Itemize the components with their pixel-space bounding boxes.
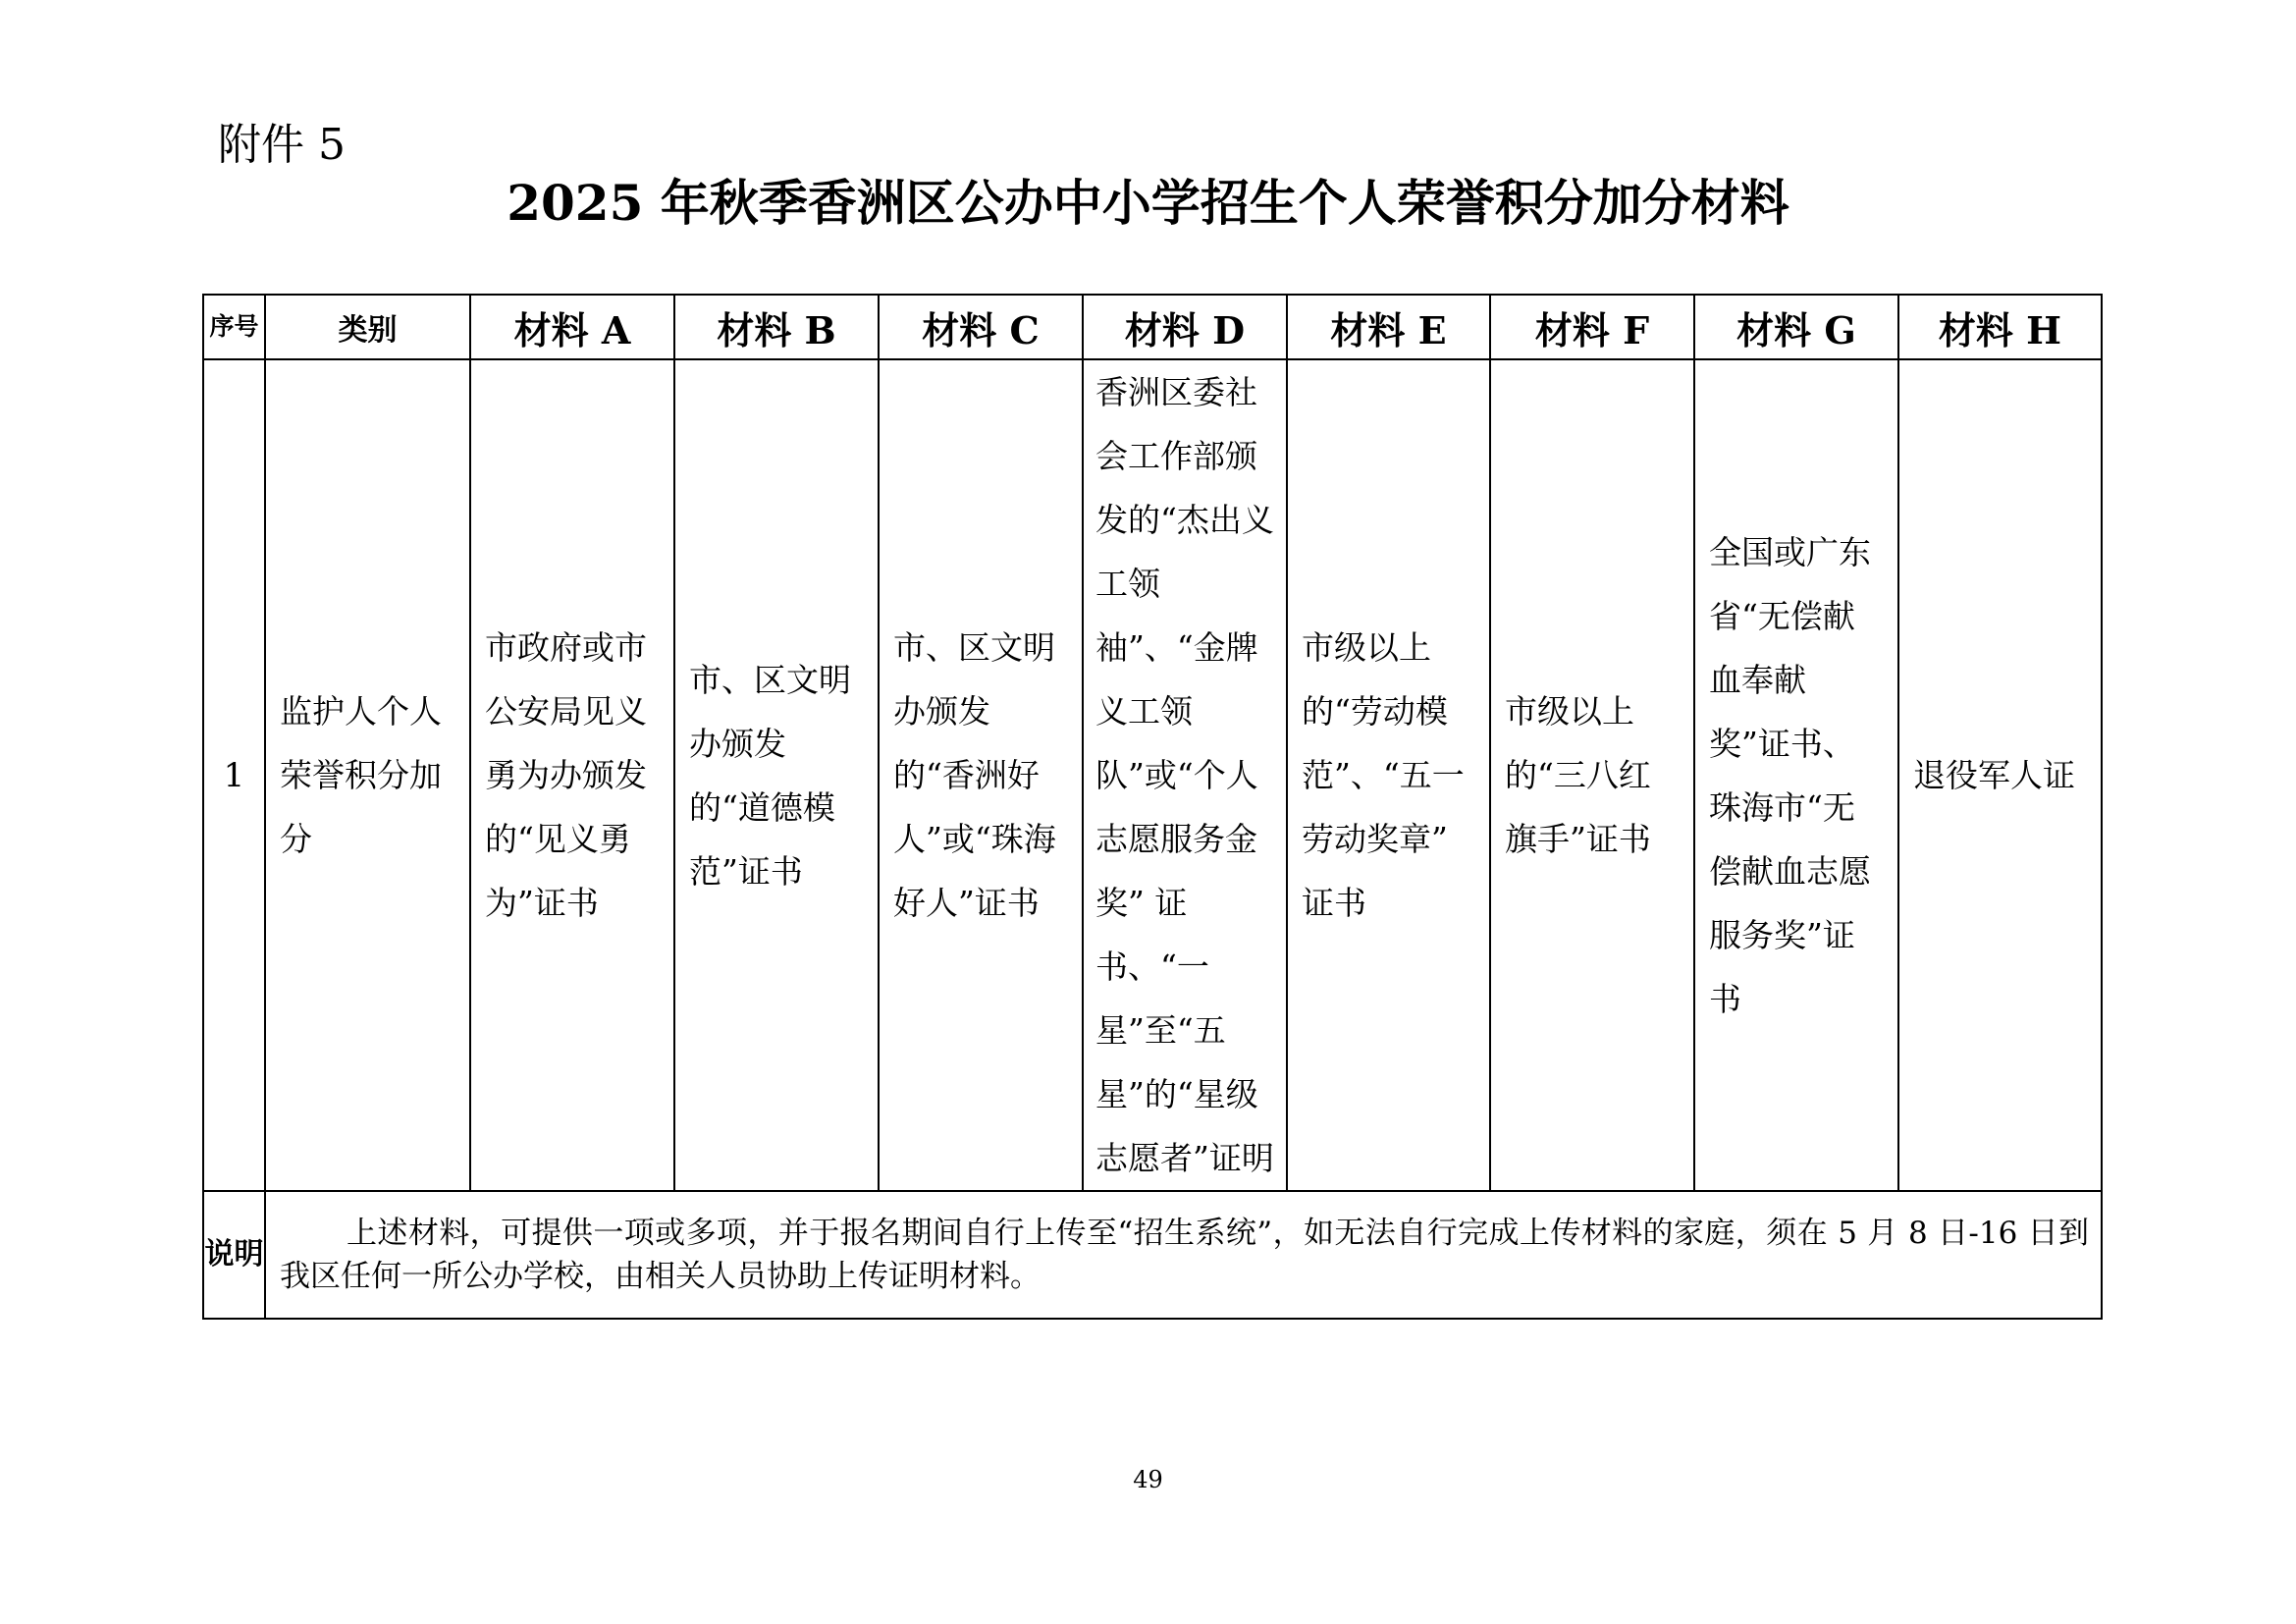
material-e-text: 市级以上的“劳动模范”、“五一劳动奖章” 证书 xyxy=(1302,628,1465,922)
note-label-text: 说明 xyxy=(204,1237,264,1272)
document-title: 2025 年秋季香洲区公办中小学招生个人荣誉积分加分材料 xyxy=(507,174,1789,232)
header-material-d: 材料 D xyxy=(1083,295,1287,359)
attachment-label: 附件 5 xyxy=(218,120,346,170)
material-a-cell xyxy=(470,359,674,1191)
material-f-cell xyxy=(1490,359,1694,1191)
header-row xyxy=(203,295,2102,359)
honor-points-table xyxy=(202,294,2103,1320)
row-seq: 1 xyxy=(203,359,265,1191)
header-material-f: 材料 F xyxy=(1490,295,1694,359)
material-e-cell xyxy=(1287,359,1490,1191)
table-row xyxy=(203,359,2102,1191)
material-c-text: 市、区文明办颁发的“香洲好人”或“珠海好人”证书 xyxy=(893,628,1056,922)
material-c-cell xyxy=(879,359,1083,1191)
material-d-cell xyxy=(1083,359,1287,1191)
header-seq-label: 序号 xyxy=(209,312,259,341)
note-row xyxy=(203,1191,2102,1319)
material-f-text: 市级以上的“三八红旗手”证书 xyxy=(1505,692,1651,858)
row-category-cell xyxy=(265,359,470,1191)
row-category: 监护人个人荣誉积分加分 xyxy=(280,692,442,858)
header-material-a: 材料 A xyxy=(470,295,674,359)
material-b-text: 市、区文明办颁发的“道德模范”证书 xyxy=(689,660,851,891)
note-cell xyxy=(265,1191,2102,1319)
header-category: 类别 xyxy=(265,295,470,359)
page-number: 49 xyxy=(1133,1466,1163,1493)
material-d-text: 香洲区委社会工作部颁发的“杰出义工领袖”、“金牌义工领队”或“个人志愿服务金奖” 证书、“一星”至“五星”的“星级志愿者”证明 xyxy=(1095,373,1274,1177)
material-a-text: 市政府或市公安局见义勇为办颁发的“见义勇为”证书 xyxy=(485,628,647,922)
material-b-cell xyxy=(674,359,879,1191)
material-h-text: 退役军人证 xyxy=(1913,756,2075,794)
material-h-cell xyxy=(1898,359,2102,1191)
header-material-b: 材料 B xyxy=(674,295,879,359)
note-label xyxy=(203,1191,265,1319)
material-g-text: 全国或广东省“无偿献血奉献奖”证书、珠海市“无偿献血志愿服务奖”证书 xyxy=(1709,532,1871,1018)
header-material-h: 材料 H xyxy=(1898,295,2102,359)
header-material-e: 材料 E xyxy=(1287,295,1490,359)
material-g-cell xyxy=(1694,359,1898,1191)
note-text: 上述材料，可提供一项或多项，并于报名期间自行上传至“招生系统”，如无法自行完成上传材料的家庭，须在 5 月 8 日-16 日到我区任何一所公办学校，由相关人员协助上传证明材料。 xyxy=(280,1216,2089,1294)
header-material-g: 材料 G xyxy=(1694,295,1898,359)
header-material-c: 材料 C xyxy=(879,295,1083,359)
header-seq xyxy=(203,295,265,359)
